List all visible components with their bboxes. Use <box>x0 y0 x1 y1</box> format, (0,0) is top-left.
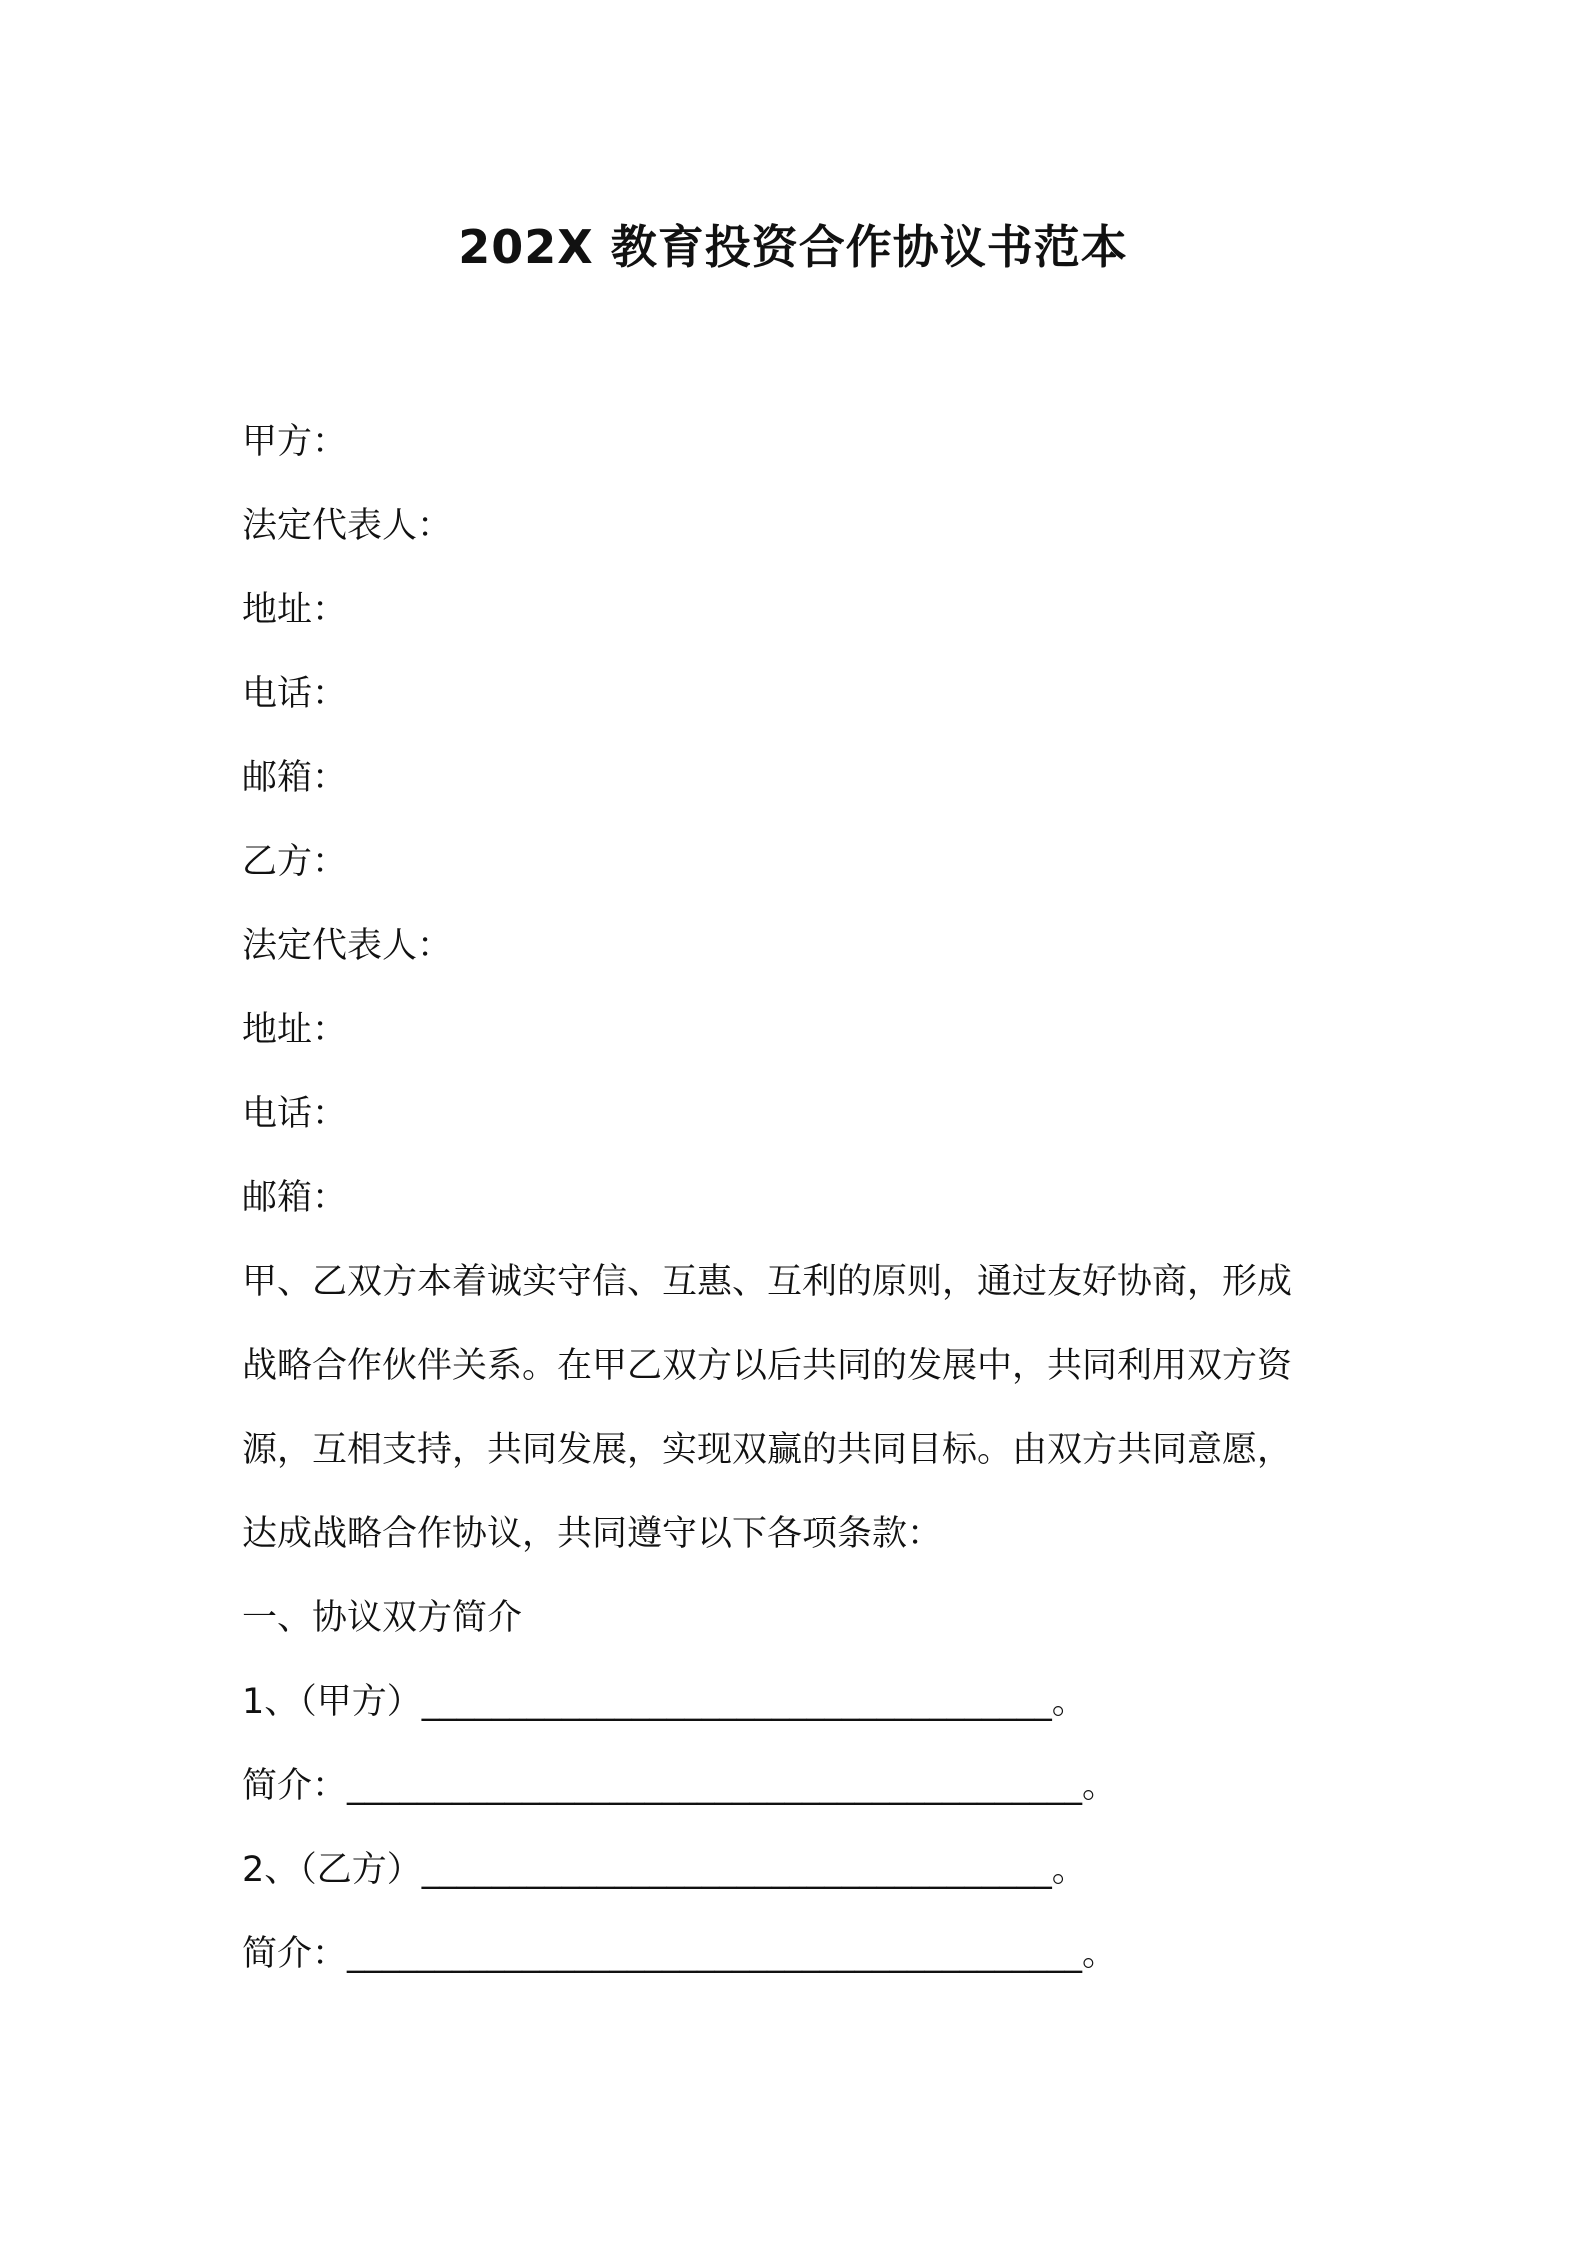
party-a-label: 甲方： <box>242 422 348 462</box>
party-b-representative-label: 法定代表人： <box>242 926 453 966</box>
preamble-line: 源，互相支持，共同发展，实现双赢的共同目标。由双方共同意愿， <box>242 1430 1293 1470</box>
document-body <box>242 400 1362 1996</box>
party-a-representative-label: 法定代表人： <box>242 506 453 546</box>
item-2-intro: 简介：__________________________________________。 <box>242 1934 1118 1974</box>
preamble-line: 战略合作伙伴关系。在甲乙双方以后共同的发展中，共同利用双方资 <box>242 1346 1293 1386</box>
party-b-label: 乙方： <box>242 842 348 882</box>
item-1-party-a: 1、（甲方）____________________________________。 <box>242 1682 1087 1722</box>
item-1-intro: 简介：__________________________________________。 <box>242 1766 1118 1806</box>
document-title: 202X 教育投资合作协议书范本 <box>458 220 1128 274</box>
party-b-address-label: 地址： <box>242 1010 348 1050</box>
party-b-phone-label: 电话： <box>242 1094 348 1134</box>
preamble-line: 达成战略合作协议，共同遵守以下各项条款： <box>242 1514 943 1554</box>
party-a-phone-label: 电话： <box>242 674 348 714</box>
party-b-email-label: 邮箱： <box>242 1178 348 1218</box>
preamble-line: 甲、乙双方本着诚实守信、互惠、互利的原则，通过友好协商，形成 <box>242 1262 1293 1302</box>
preamble-paragraph <box>242 1240 1360 1576</box>
party-a-email-label: 邮箱： <box>242 758 348 798</box>
party-a-address-label: 地址： <box>242 590 348 630</box>
item-2-party-b: 2、（乙方）____________________________________。 <box>242 1850 1087 1890</box>
section-1-heading: 一、协议双方简介 <box>242 1598 523 1638</box>
